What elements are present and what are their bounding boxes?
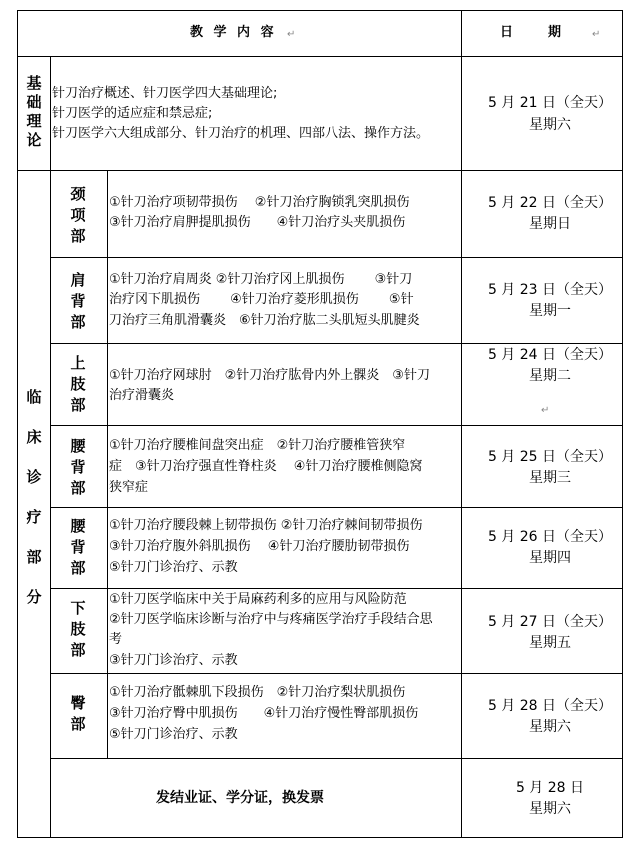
section-line: ⑤针刀门诊治疗、示教 — [109, 727, 238, 742]
section-line: ③针刀治疗肩胛提肌损伤 ④针刀治疗头夹肌损伤 — [109, 215, 406, 230]
clinical-label-char: 分 — [26, 588, 42, 606]
section-line: ⑤针刀门诊治疗、示教 — [109, 560, 238, 575]
row-divider — [50, 343, 623, 344]
part-label-char: 背 — [70, 538, 86, 556]
part-label-char: 下 — [70, 599, 86, 617]
row-divider — [50, 425, 623, 426]
basic-label-char: 础 — [26, 93, 42, 111]
part-label-char: 部 — [70, 559, 86, 577]
basic-label-char: 基 — [26, 74, 42, 92]
section-line: 症 ③针刀治疗强直性脊柱炎 ④针刀治疗腰椎侧隐窝 — [109, 459, 423, 474]
paragraph-mark: ↵ — [592, 29, 601, 40]
row-divider — [50, 588, 623, 589]
paragraph-mark: ↵ — [287, 29, 296, 40]
section-date: 5 月 26 日（全天） — [487, 529, 613, 545]
part-label-char: 背 — [70, 458, 86, 476]
part-label-char: 部 — [70, 227, 86, 245]
basic-line: 针刀治疗概述、针刀医学四大基础理论; — [52, 86, 278, 101]
section-line: 治疗滑囊炎 — [109, 388, 175, 403]
part-label-char: 部 — [70, 396, 86, 414]
section-weekday: 星期日 — [529, 216, 571, 232]
final-text: 发结业证、学分证，换发票 — [156, 790, 324, 806]
row-divider — [50, 673, 623, 674]
section-weekday: 星期六 — [529, 719, 571, 735]
clinical-label-char: 疗 — [26, 508, 42, 526]
column-divider-label — [50, 56, 51, 171]
basic-label-char: 论 — [26, 131, 42, 149]
basic-weekday: 星期六 — [529, 117, 571, 133]
section-line: 狭窄症 — [109, 480, 149, 495]
section-line: ③针刀门诊治疗、示教 — [109, 653, 238, 668]
basic-label-char: 理 — [26, 112, 42, 130]
section-line: ③针刀治疗腹外斜肌损伤 ④针刀治疗腰肋韧带损伤 — [109, 539, 410, 554]
row-divider — [50, 507, 623, 508]
header-content: 教 学 内 容 — [190, 25, 277, 40]
row-divider — [17, 56, 623, 57]
section-line: ①针刀治疗肩周炎 ②针刀治疗冈上肌损伤 ③针刀 — [109, 272, 413, 287]
column-divider-part — [107, 170, 108, 758]
part-label-char: 上 — [70, 354, 86, 372]
section-line: ②针刀医学临床诊断与治疗中与疼痛医学治疗手段结合思 — [109, 612, 433, 627]
table-border-top — [17, 10, 623, 11]
part-label-char: 背 — [70, 292, 86, 310]
table-border-left — [17, 10, 18, 838]
part-label-char: 肢 — [70, 620, 86, 638]
row-divider — [50, 257, 623, 258]
part-label-char: 肩 — [70, 271, 86, 289]
part-label-char: 肢 — [70, 375, 86, 393]
part-label-char: 部 — [70, 479, 86, 497]
section-weekday: 星期一 — [529, 303, 571, 319]
section-weekday: 星期二 — [529, 368, 571, 384]
section-date: 5 月 25 日（全天） — [487, 449, 613, 465]
section-date: 5 月 23 日（全天） — [487, 282, 613, 298]
part-label-char: 腰 — [70, 517, 86, 535]
section-date: 5 月 22 日（全天） — [487, 195, 613, 211]
section-date: 5 月 28 日（全天） — [487, 698, 613, 714]
final-weekday: 星期六 — [529, 801, 571, 817]
table-border-bottom — [17, 837, 623, 838]
section-line: 刀治疗三角肌滑囊炎 ⑥针刀治疗肱二头肌短头肌腱炎 — [109, 313, 420, 328]
header-date: 日 期 — [500, 25, 565, 40]
section-line: 考 — [109, 632, 123, 647]
basic-line: 针刀医学六大组成部分、针刀治疗的机理、四部八法、操作方法。 — [52, 126, 430, 141]
section-line: ①针刀医学临床中关于局麻药利多的应用与风险防范 — [109, 592, 407, 607]
part-label-char: 项 — [70, 206, 86, 224]
basic-line: 针刀医学的适应症和禁忌症; — [52, 106, 213, 121]
section-line: ①针刀治疗骶棘肌下段损伤 ②针刀治疗梨状肌损伤 — [109, 685, 406, 700]
final-date: 5 月 28 日 — [515, 780, 585, 796]
part-label-char: 部 — [70, 313, 86, 331]
section-weekday: 星期四 — [529, 550, 571, 566]
clinical-label-char: 临 — [26, 388, 42, 406]
section-line: ③针刀治疗臀中肌损伤 ④针刀治疗慢性臀部肌损伤 — [109, 706, 419, 721]
section-line: ①针刀治疗腰段棘上韧带损伤 ②针刀治疗棘间韧带损伤 — [109, 518, 423, 533]
clinical-label-char: 床 — [26, 428, 42, 446]
clinical-label-char: 诊 — [26, 468, 42, 486]
part-label-char: 部 — [70, 641, 86, 659]
section-date: 5 月 27 日（全天） — [487, 614, 613, 630]
section-date: 5 月 24 日（全天） — [487, 347, 613, 363]
section-line: ①针刀治疗网球肘 ②针刀治疗肱骨内外上髁炎 ③针刀 — [109, 368, 430, 383]
part-label-char: 颈 — [70, 185, 86, 203]
clinical-label-char: 部 — [26, 548, 42, 566]
column-divider-label — [50, 170, 51, 838]
section-weekday: 星期三 — [529, 470, 571, 486]
section-weekday: 星期五 — [529, 635, 571, 651]
section-line: 治疗冈下肌损伤 ④针刀治疗菱形肌损伤 ⑤针 — [109, 292, 414, 307]
part-label-char: 部 — [70, 715, 86, 733]
section-line: ①针刀治疗项韧带损伤 ②针刀治疗胸锁乳突肌损伤 — [109, 195, 410, 210]
part-label-char: 臀 — [70, 694, 86, 712]
row-divider — [50, 758, 623, 759]
section-line: ①针刀治疗腰椎间盘突出症 ②针刀治疗腰椎管狭窄 — [109, 438, 406, 453]
part-label-char: 腰 — [70, 437, 86, 455]
paragraph-mark: ↵ — [541, 405, 550, 416]
basic-date: 5 月 21 日（全天） — [487, 95, 613, 111]
